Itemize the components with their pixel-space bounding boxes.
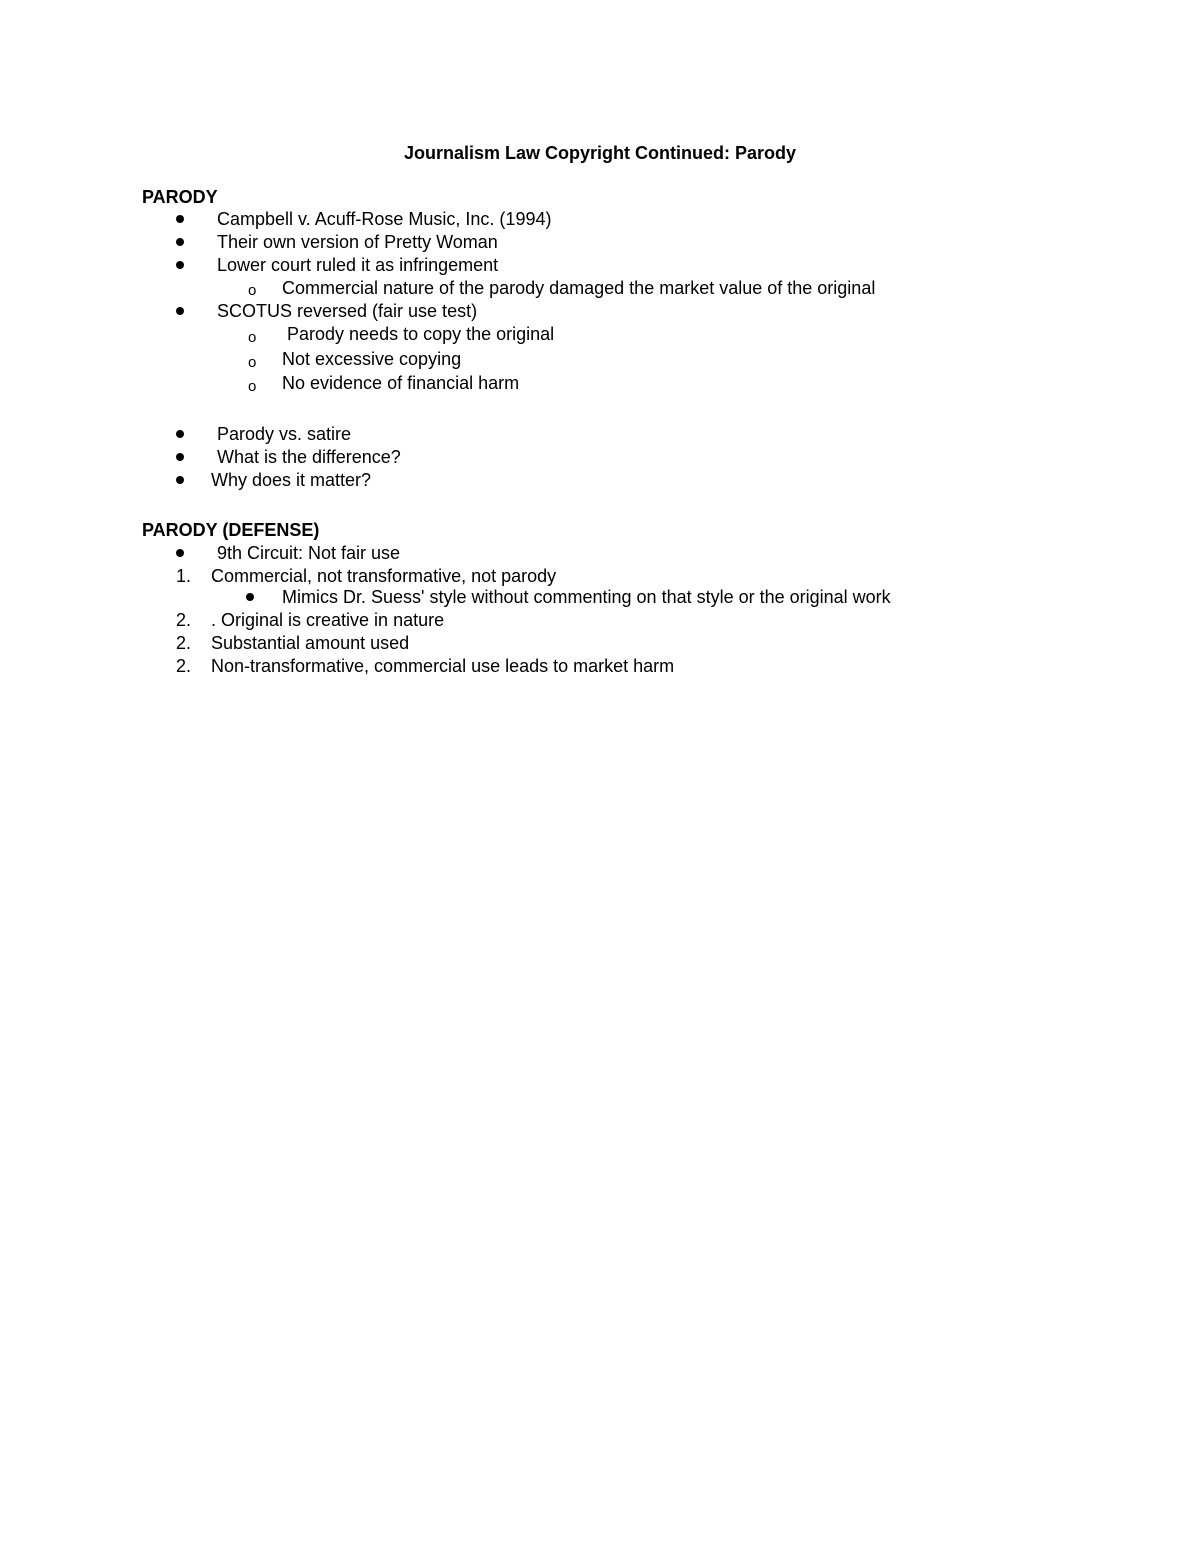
list-number: 1.	[176, 566, 192, 586]
list-item: SCOTUS reversed (fair use test)	[217, 301, 478, 321]
list-item: Campbell v. Acuff-Rose Music, Inc. (1994)	[217, 209, 552, 229]
sub-bullet-marker: o	[248, 354, 257, 371]
list-item: . Original is creative in nature	[211, 610, 445, 630]
bullet-icon	[176, 261, 184, 269]
bullet-icon	[176, 549, 184, 557]
bullet-icon	[176, 430, 184, 438]
bullet-icon	[176, 453, 184, 461]
list-item: Their own version of Pretty Woman	[217, 232, 498, 252]
bullet-icon	[176, 215, 184, 223]
list-item: Substantial amount used	[211, 633, 410, 653]
list-item: Parody needs to copy the original	[287, 324, 555, 344]
sub-bullet-marker: o	[248, 282, 257, 299]
list-item: Commercial, not transformative, not parody	[211, 566, 557, 586]
list-item: What is the difference?	[217, 447, 401, 467]
bullet-icon	[176, 307, 184, 315]
section-heading-parody-defense: PARODY (DEFENSE)	[142, 520, 320, 540]
list-item: Not excessive copying	[282, 349, 462, 369]
list-number: 2.	[176, 633, 192, 653]
document-title: Journalism Law Copyright Continued: Parody	[403, 143, 797, 163]
list-number: 2.	[176, 656, 192, 676]
list-item: No evidence of financial harm	[282, 373, 520, 393]
list-number: 2.	[176, 610, 192, 630]
list-item: 9th Circuit: Not fair use	[217, 543, 401, 563]
list-item: Mimics Dr. Suess' style without commenting on that style or the original work	[282, 587, 891, 607]
list-item: Lower court ruled it as infringement	[217, 255, 499, 275]
list-item: Why does it matter?	[211, 470, 372, 490]
list-item: Parody vs. satire	[217, 424, 352, 444]
sub-bullet-marker: o	[248, 378, 257, 395]
list-item: Commercial nature of the parody damaged the market value of the original	[282, 278, 876, 298]
bullet-icon	[176, 476, 184, 484]
section-heading-parody: PARODY	[142, 187, 218, 207]
bullet-icon	[176, 238, 184, 246]
list-item: Non-transformative, commercial use leads to market harm	[211, 656, 675, 676]
bullet-icon	[246, 593, 254, 601]
sub-bullet-marker: o	[248, 329, 257, 346]
